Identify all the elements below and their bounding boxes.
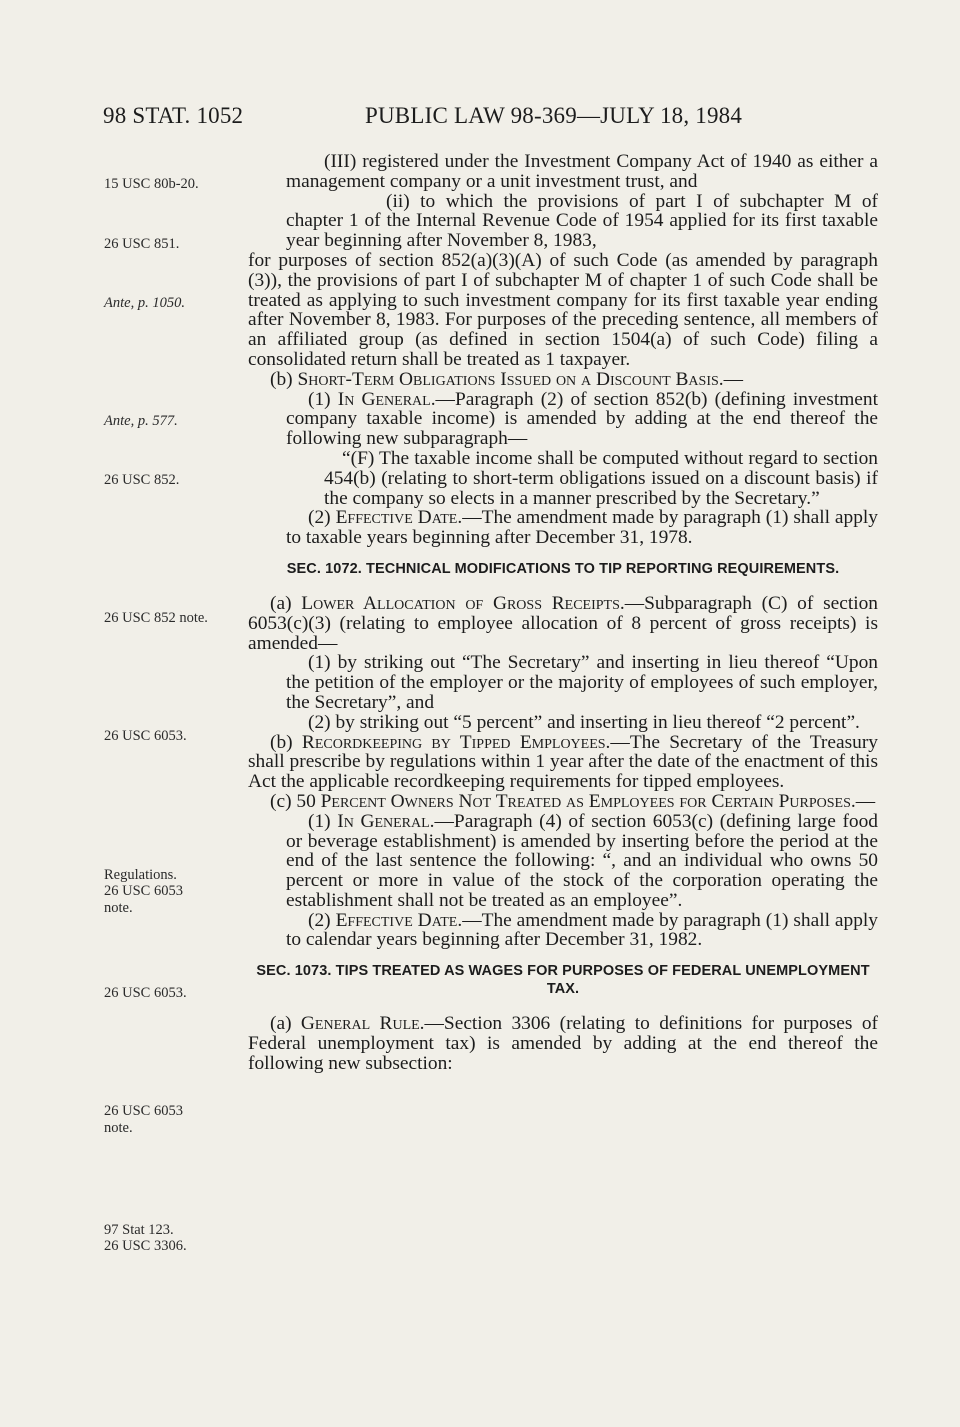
margin-note: 97 Stat 123.: [104, 1222, 174, 1238]
margin-note: 26 USC 6053.: [104, 728, 187, 744]
dash: —: [855, 790, 876, 812]
subsection-heading: [248, 792, 878, 812]
page-header: [103, 103, 743, 129]
subsection-label: (b): [270, 368, 298, 390]
margin-note: 26 USC 6053.: [104, 985, 187, 1001]
paragraph-label: (1): [308, 810, 338, 832]
paragraph: (1) by striking out “The Secretary” and inserting in lieu thereof “Upon the petition of the employer or the majority of employees of such employer, the Secretary”, and: [286, 652, 878, 713]
section-heading-1073: SEC. 1073. TIPS TREATED AS WAGES FOR PURPOSES OF FEDERAL UNEMPLOYMENT TAX.: [256, 963, 870, 998]
paragraph: [248, 390, 878, 449]
margin-note: 26 USC 852 note.: [104, 610, 208, 626]
law-title: PUBLIC LAW 98-369—JULY 18, 1984: [365, 103, 743, 128]
paragraph-label: (2): [308, 507, 336, 529]
paragraph: [248, 911, 878, 951]
paragraph: [248, 733, 878, 792]
subsection-title: Short-Term Obligations Issued on a Discount Basis.: [297, 368, 724, 390]
dash: —: [723, 368, 744, 390]
subsection-label: (b): [270, 731, 302, 753]
paragraph-label: (1): [308, 388, 338, 410]
margin-note: Regulations.: [104, 867, 177, 883]
statute-text: [248, 152, 878, 1074]
paragraph-title: Effective Date.: [335, 909, 463, 931]
subsection-label: (a): [270, 1013, 301, 1035]
subsection-heading: [248, 370, 878, 390]
subsection-title: Lower Allocation of Gross Receipts.: [301, 592, 625, 614]
stat-citation: 98 STAT. 1052: [103, 103, 244, 128]
paragraph-label: (2): [308, 909, 336, 931]
paragraph-title: In General.: [337, 810, 435, 832]
subsection-title: Recordkeeping by Tipped Employees.: [301, 731, 611, 753]
section-heading-1072: SEC. 1072. TECHNICAL MODIFICATIONS TO TIP REPORTING REQUIREMENTS.: [286, 560, 840, 577]
margin-note: 26 USC 6053 note.: [104, 883, 183, 916]
paragraph: (III) registered under the Investment Company Act of 1940 as either a management company or a unit investment trust, and: [286, 151, 878, 192]
paragraph-text: —Subparagraph (C) of section 6053(c)(3) (relating to employee allocation of 8 percent of gross receipts) is amended—: [248, 592, 878, 654]
subsection-label: (a): [270, 592, 302, 614]
paragraph-text: —Section 3306 (relating to definitions for purposes of Federal unemployment tax) is amended by adding at the end thereof the following new subsection:: [248, 1013, 879, 1074]
paragraph-title: Effective Date.: [335, 507, 463, 529]
subsection-title: Percent Owners Not Treated as Employees for Certain Purposes.: [320, 790, 856, 812]
paragraph-text: —Paragraph (4) of section 6053(c) (defining large food or beverage establishment) is amended by inserting before the period at the end of the last sentence the following: “, and an individual who owns 50 percent or more in value of the stock of the corporation operating the establishment shall not be treated as an employee”.: [286, 810, 878, 911]
margin-note: 26 USC 6053 note.: [104, 1103, 183, 1136]
margin-note: 26 USC 852.: [104, 472, 180, 488]
paragraph: for purposes of section 852(a)(3)(A) of such Code (as amended by paragraph (3)), the provisions of part I of subchapter M of chapter 1 of such Code shall be treated as applying to such investment company for its first taxable year ending after November 8, 1983. For purposes of the preceding sentence, all members of an affiliated group (as defined in section 1504(a) of such Code) filing a consolidated return shall be treated as 1 taxpayer.: [248, 249, 878, 370]
paragraph: [248, 508, 878, 548]
paragraph: [248, 812, 878, 911]
margin-note: 26 USC 3306.: [104, 1238, 187, 1254]
paragraph-text: —The Secretary of the Treasury shall prescribe by regulations within 1 year after the date of the enactment of this Act the applicable recordkeeping requirements for tipped employees.: [248, 731, 878, 793]
paragraph: (ii) to which the provisions of part I of subchapter M of chapter 1 of the Internal Revenue Code of 1954 applied for its first taxable year beginning after November 8, 1983,: [286, 190, 878, 252]
quoted-subparagraph: “(F) The taxable income shall be computed without regard to section 454(b) (relating to short-term obligations issued on a discount basis) if the company so elects in a manner prescribed by the Secretary.”: [324, 447, 878, 509]
margin-note: 15 USC 80b-20.: [104, 176, 199, 192]
margin-note: Ante, p. 1050.: [104, 295, 185, 311]
margin-note: Ante, p. 577.: [104, 413, 178, 429]
paragraph-text: —The amendment made by paragraph (1) shall apply to calendar years beginning after December 31, 1982.: [286, 909, 878, 951]
paragraph-title: In General.: [337, 388, 436, 410]
paragraph-text: —The amendment made by paragraph (1) shall apply to taxable years beginning after December 31, 1978.: [286, 507, 878, 549]
margin-note: 26 USC 851.: [104, 236, 180, 252]
paragraph: [248, 1014, 878, 1073]
subsection-title: General Rule.: [300, 1013, 425, 1035]
paragraph: (2) by striking out “5 percent” and inserting in lieu thereof “2 percent”.: [308, 711, 860, 733]
paragraph: [248, 594, 878, 653]
paragraph-text: —Paragraph (2) of section 852(b) (defining investment company taxable income) is amended by adding at the end thereof the following new subparagraph—: [286, 388, 878, 450]
subsection-label: (c) 50: [270, 790, 321, 812]
